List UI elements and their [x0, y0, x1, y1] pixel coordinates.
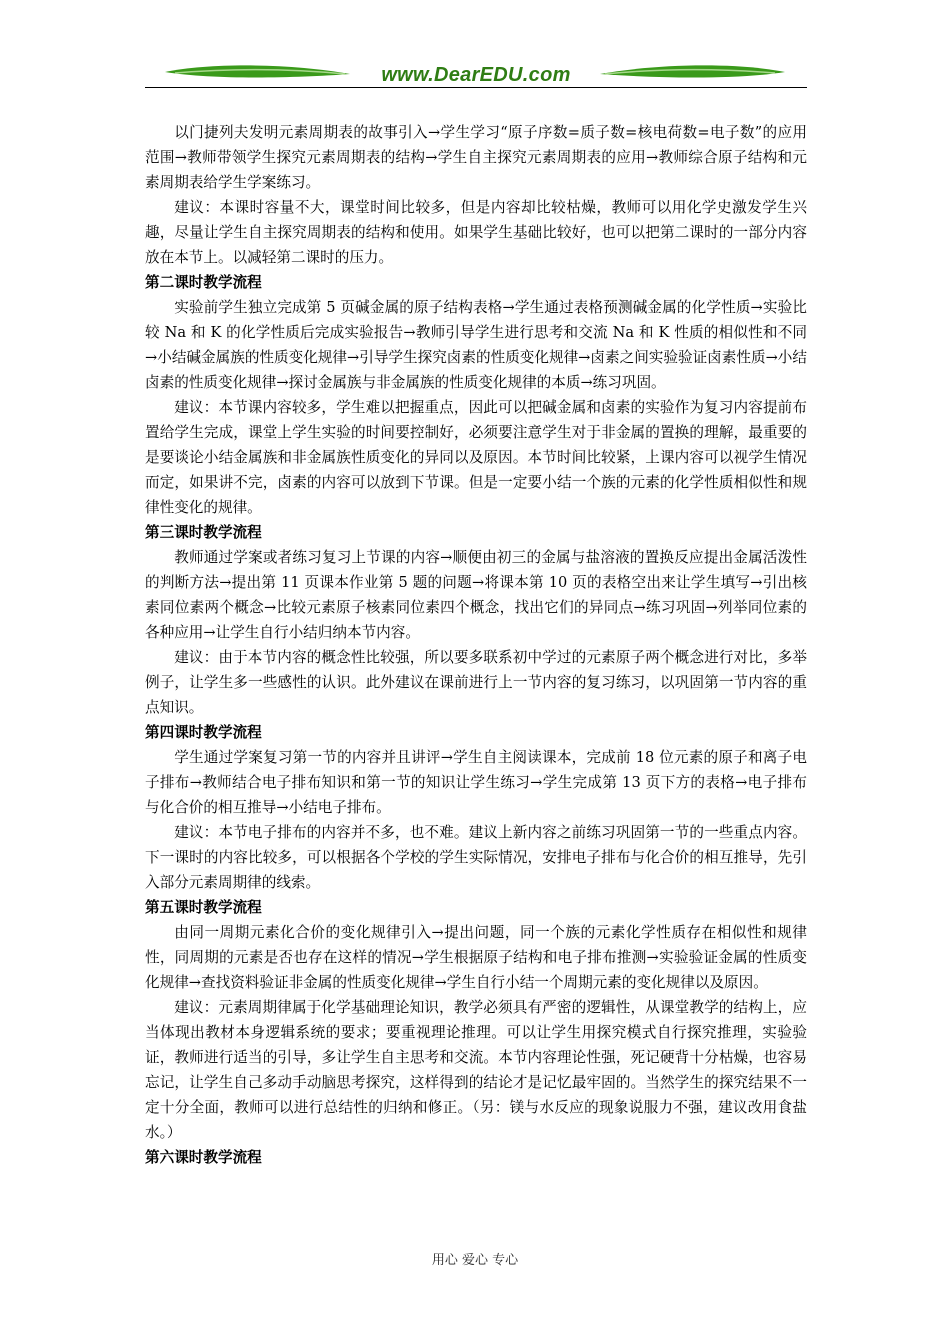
- page-footer: 用心 爱心 专心: [431, 1253, 519, 1268]
- paragraph: 建议：元素周期律属于化学基础理论知识，教学必须具有严密的逻辑性，从课堂教学的结构上，应当体现出教材本身逻辑系统的要求；要重视理论推理。可以让学生用探究模式自行探究推理，实验验证，教师进行适当的引导，多让学生自主思考和交流。本节内容理论性强，死记硬背十分枯燥，也容易忘记，让学生自己多动手动脑思考探究，这样得到的结论才是记忆最牢固的。当然学生的探究结果不一定十分全面，教师可以进行总结性的归纳和修正。（另：镁与水反应的现象说服力不强，建议改用食盐水。）: [145, 999, 807, 1141]
- paragraph: 以门捷列夫发明元素周期表的故事引入→学生学习“原子序数=质子数=核电荷数=电子数”的应用范围→教师带领学生探究元素周期表的结构→学生自主探究元素周期表的应用→教师综合原子结构和元素周期表给学生学案练习。: [145, 124, 807, 191]
- paragraph: 建议：本节课内容较多，学生难以把握重点，因此可以把碱金属和卤素的实验作为复习内容提前布置给学生完成，课堂上学生实验的时间要控制好，必须要注意学生对于非金属的置换的理解，最重要的是要谈论小结金属族和非金属族性质变化的异同以及原因。本节时间比较紧，上课内容可以视学生情况而定，如果讲不完，卤素的内容可以放到下节课。但是一定要小结一个族的元素的化学性质相似性和规律性变化的规律。: [145, 399, 807, 516]
- section-lesson-5: [145, 895, 807, 1145]
- site-logo-text: www.DearEDU.com: [381, 64, 571, 86]
- paragraph: 实验前学生独立完成第 5 页碱金属的原子结构表格→学生通过表格预测碱金属的化学性质→实验比较 Na 和 K 的化学性质后完成实验报告→教师引导学生进行思考和交流 Na 和 K 性质的相似性和不同→小结碱金属族的性质变化规律→引导学生探究卤素的性质变化规律→卤素之间实验验证卤素性质→小结卤素的性质变化规律→探讨金属族与非金属族的性质变化规律的本质→练习巩固。: [145, 299, 807, 391]
- document-body: [145, 120, 807, 1170]
- section-heading: 第六课时教学流程: [145, 1149, 262, 1166]
- paragraph: 由同一周期元素化合价的变化规律引入→提出问题，同一个族的元素化学性质存在相似性和规律性，同周期的元素是否也存在这样的情况→学生根据原子结构和电子排布推测→实验验证金属的性质变化规律→查找资料验证非金属的性质变化规律→学生自行小结一个周期元素的变化规律以及原因。: [145, 924, 807, 991]
- section-heading: 第三课时教学流程: [145, 524, 262, 541]
- section-intro: [145, 120, 807, 270]
- paragraph: 教师通过学案或者练习复习上节课的内容→顺便由初三的金属与盐溶液的置换反应提出金属活泼性的判断方法→提出第 11 页课本作业第 5 题的问题→将课本第 10 页的表格空出来让学生填写→引出核素同位素两个概念→比较元素原子核素同位素四个概念，找出它们的异同点→练习巩固→列举同位素的各种应用→让学生自行小结归纳本节内容。: [145, 549, 807, 641]
- section-heading: 第二课时教学流程: [145, 274, 262, 291]
- section-lesson-6: [145, 1145, 807, 1170]
- paragraph: 建议：本课时容量不大，课堂时间比较多，但是内容却比较枯燥，教师可以用化学史激发学生兴趣，尽量让学生自主探究周期表的结构和使用。如果学生基础比较好，也可以把第二课时的一部分内容放在本节上。以减轻第二课时的压力。: [145, 199, 807, 266]
- section-lesson-4: [145, 720, 807, 895]
- header-divider: [145, 87, 807, 88]
- paragraph: 学生通过学案复习第一节的内容并且讲评→学生自主阅读课本，完成前 18 位元素的原子和离子电子排布→教师结合电子排布知识和第一节的知识让学生练习→学生完成第 13 页下方的表格→电子排布与化合价的相互推导→小结电子排布。: [145, 749, 807, 816]
- site-header-logo: [145, 60, 807, 90]
- section-heading: 第四课时教学流程: [145, 724, 262, 741]
- paragraph: 建议：由于本节内容的概念性比较强，所以要多联系初中学过的元素原子两个概念进行对比，多举例子，让学生多一些感性的认识。此外建议在课前进行上一节内容的复习练习，以巩固第一节内容的重点知识。: [145, 649, 807, 716]
- section-heading: 第五课时教学流程: [145, 899, 262, 916]
- paragraph: 建议：本节电子排布的内容并不多，也不难。建议上新内容之前练习巩固第一节的一些重点内容。下一课时的内容比较多，可以根据各个学校的学生实际情况，安排电子排布与化合价的相互推导，先引入部分元素周期律的线索。: [145, 824, 807, 891]
- section-lesson-3: [145, 520, 807, 720]
- section-lesson-2: [145, 270, 807, 520]
